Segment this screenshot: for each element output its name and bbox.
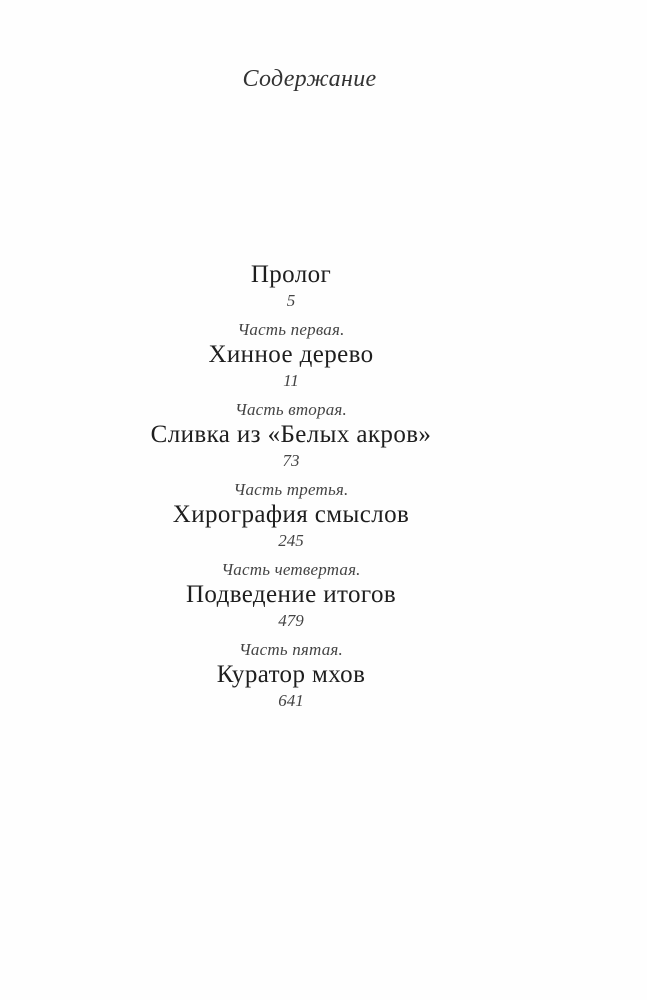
toc-entry-prologue bbox=[0, 260, 582, 312]
toc-entry-page-number: 641 bbox=[278, 691, 304, 710]
toc-entry-part-3 bbox=[0, 480, 582, 552]
toc-entry-title: Сливка из «Белых акров» bbox=[150, 421, 432, 448]
table-of-contents bbox=[0, 260, 582, 712]
toc-entry-part-2 bbox=[0, 400, 582, 472]
toc-entry-part-label: Часть четвертая. bbox=[221, 560, 361, 579]
toc-entry-part-5 bbox=[0, 640, 582, 712]
toc-entry-page-number: 11 bbox=[283, 371, 299, 390]
toc-entry-part-1 bbox=[0, 320, 582, 392]
toc-entry-page-number: 479 bbox=[278, 611, 304, 630]
toc-entry-title: Хинное дерево bbox=[208, 341, 374, 368]
toc-heading: Содержание bbox=[242, 66, 377, 92]
toc-entry-title: Куратор мхов bbox=[216, 661, 366, 688]
toc-entry-part-label: Часть вторая. bbox=[235, 400, 347, 419]
toc-entry-part-label: Часть пятая. bbox=[239, 640, 343, 659]
toc-entry-title: Хирография смыслов bbox=[172, 501, 410, 528]
toc-entry-part-label: Часть третья. bbox=[233, 480, 349, 499]
toc-entry-part-4 bbox=[0, 560, 582, 632]
toc-entry-title: Пролог bbox=[250, 261, 332, 288]
toc-entry-title: Подведение итогов bbox=[185, 581, 397, 608]
toc-entry-part-label: Часть первая. bbox=[237, 320, 345, 339]
toc-entry-page-number: 245 bbox=[278, 531, 304, 550]
toc-entry-page-number: 5 bbox=[286, 291, 296, 310]
toc-entry-page-number: 73 bbox=[282, 451, 300, 470]
